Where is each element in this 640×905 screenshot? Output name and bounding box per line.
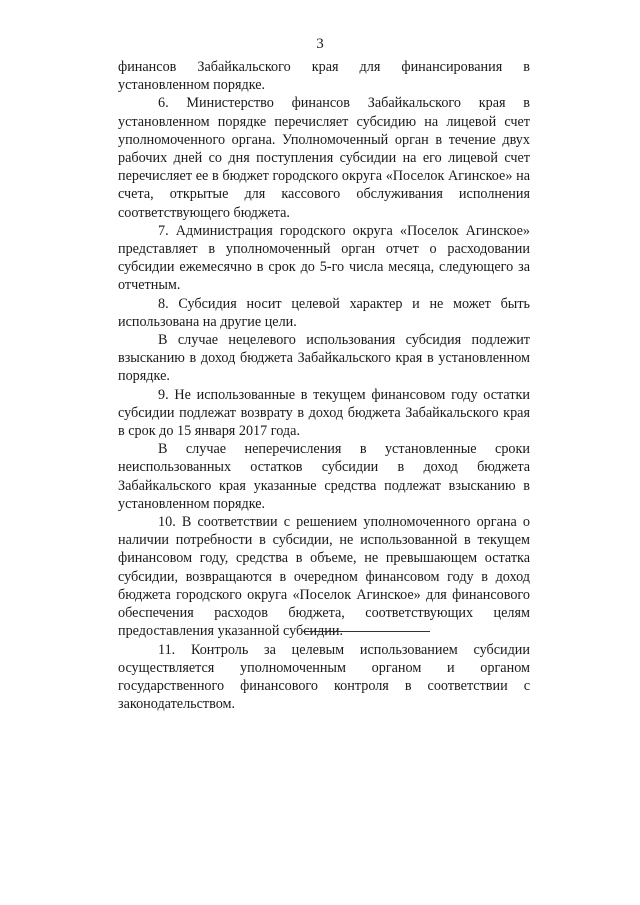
paragraph-item-6: 6. Министерство финансов Забайкальского края в установленном порядке перечисляет субсидию на лицевой счет уполномоченного органа. Уполномоченный орган в течение двух рабочих дней со дня поступления субсидии на его лицевой счет перечисляет ее в бюджет городского округа «Поселок Агинское» на счета, открытые для кассового обслуживания исполнения соответствующего бюджета.: [118, 95, 530, 221]
paragraph-item-8: 8. Субсидия носит целевой характер и не может быть использована на другие цели.: [118, 295, 530, 330]
paragraph-continuation: финансов Забайкальского края для финансирования в установленном порядке.: [118, 59, 530, 94]
page-number: 3: [316, 36, 324, 52]
document-body: [118, 58, 530, 713]
end-of-document-line: [303, 631, 430, 632]
paragraph-item-7: 7. Администрация городского округа «Поселок Агинское» представляет в уполномоченный орган отчет о расходовании субсидии ежемесячно в срок до 5-го числа месяца, следующего за отчетным.: [118, 222, 530, 294]
paragraph-nontransfer: В случае неперечисления в установленные сроки неиспользованных остатков субсидии в доход бюджета Забайкальского края указанные средства подлежат взысканию в установленном порядке.: [118, 441, 530, 512]
paragraph-misuse: В случае нецелевого использования субсидия подлежит взысканию в доход бюджета Забайкальского края в установленном порядке.: [118, 332, 530, 385]
paragraph-item-11: 11. Контроль за целевым использованием субсидии осуществляется уполномоченным органом и органом государственного финансового контроля в соответствии с законодательством.: [118, 641, 530, 713]
paragraph-item-9: 9. Не использованные в текущем финансовом году остатки субсидии подлежат возврату в доход бюджета Забайкальского края в срок до 15 января 2017 года.: [118, 386, 530, 440]
paragraph-item-10: 10. В соответствии с решением уполномоченного органа о наличии потребности в субсидии, не использованной в текущем финансовом году, средства в объеме, не превышающем остатка субсидии, возвращаются в очередном финансовом году в доход бюджета городского округа «Поселок Агинское» для финансового обеспечения расходов бюджета, соответствующих целям предоставления указанной субсидии.: [118, 514, 530, 640]
